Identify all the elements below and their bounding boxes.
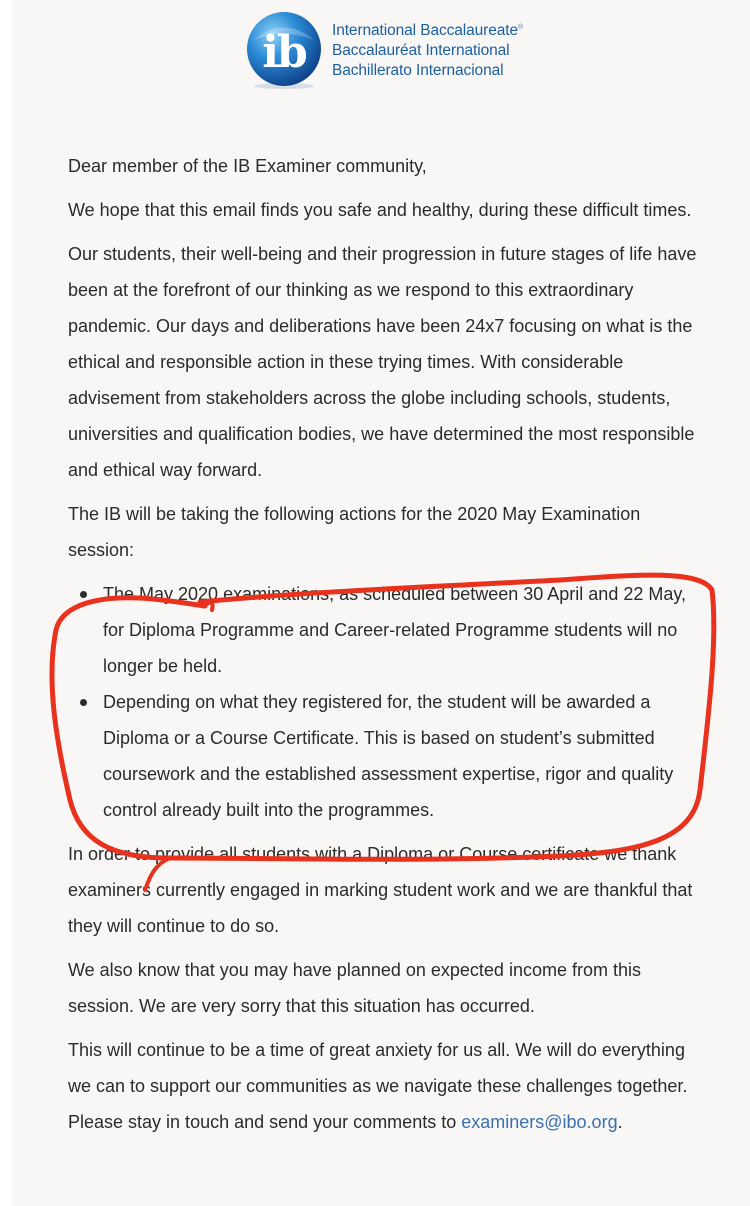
closing-text: This will continue to be a time of great anxiety for us all. We will do everything we can to support our communities as we navigate these challenges together. Please stay in touch and send your comments to [68,1040,688,1132]
closing-punctuation: . [617,1112,623,1132]
paragraph: In order to provide all students with a Diploma or Course certificate we thank examiners currently engaged in marking student work and we are thankful that they will continue to do so. [68,844,693,936]
list-item: Depending on what they registered for, the student will be awarded a Diploma or a Course Certificate. This is based on student’s submitted coursework and the established assessment expertise, rigor and quality control already built into the programmes. [103,684,708,828]
paragraph: Our students, their well-being and their progression in future stages of life have been at the forefront of our thinking as we respond to this extraordinary pandemic. Our days and deliberations have been 24x7 focusing on what is the ethical and responsible action in these trying times. With considerable advisement from stakeholders across the globe including schools, students, universities and qualification bodies, we have determined the most responsible and ethical way forward. [68,244,697,480]
org-name-fr: Baccalauréat International [332,42,510,60]
ib-header [244,8,544,92]
org-name-es: Bachillerato Internacional [332,62,504,80]
paragraph: We hope that this email finds you safe and healthy, during these difficult times. [68,200,692,220]
registered-mark: ® [518,24,524,31]
contact-email-link[interactable]: examiners@ibo.org [461,1112,618,1132]
ib-org-names [332,18,523,81]
paragraph: We also know that you may have planned on expected income from this session. We are very sorry that this situation has occurred. [68,960,641,1016]
closing-paragraph [68,1032,708,1140]
paragraph: The IB will be taking the following actions for the 2020 May Examination session: [68,504,641,560]
org-name-en: International Baccalaureate [332,22,519,40]
actions-list [68,576,708,828]
greeting: Dear member of the IB Examiner community, [68,156,427,176]
ib-logo-letters: ib [262,27,306,78]
ib-logo-icon [244,10,324,90]
email-body [68,148,708,1148]
list-item: The May 2020 examinations, as scheduled between 30 April and 22 May, for Diploma Programme and Career-related Programme students will no longer be held. [103,576,708,684]
